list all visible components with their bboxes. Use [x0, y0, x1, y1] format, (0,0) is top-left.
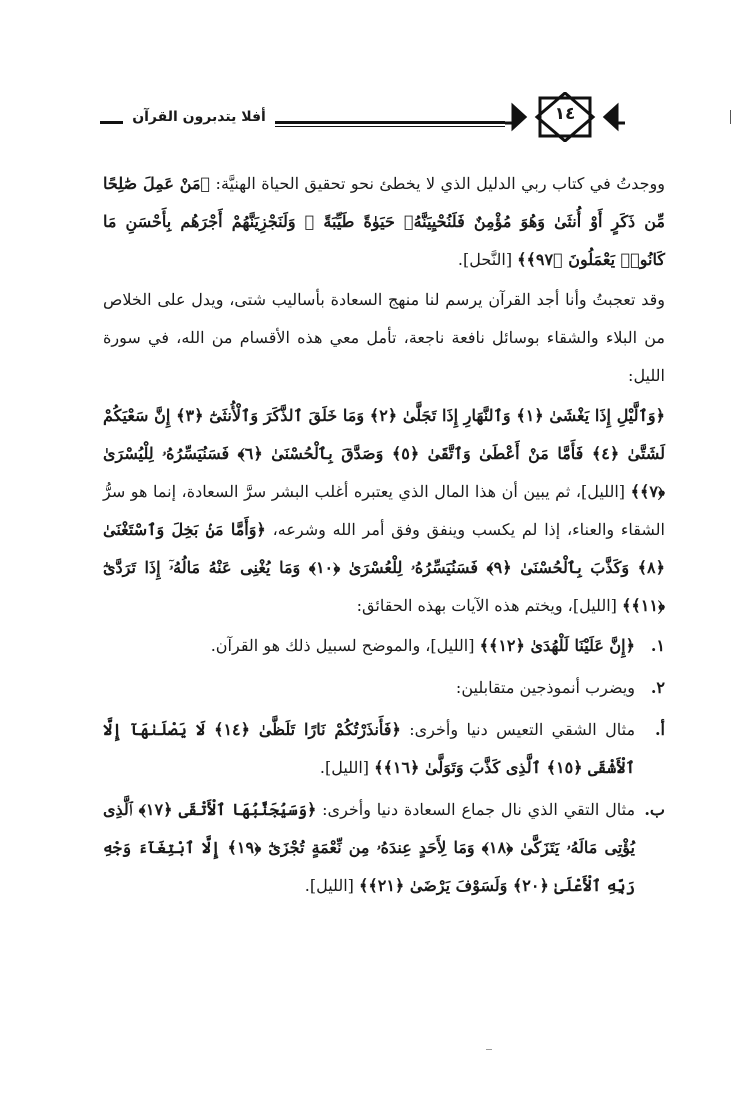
list-marker: ١. — [650, 636, 665, 655]
header-rule-middle — [275, 121, 505, 124]
book-title: أفلا يتدبرون القرآن — [132, 109, 266, 125]
quran-verse: ﴿مَنْ عَمِلَ صَٰلِحًا مِّن ذَكَرٍ أَوْ أُنثَىٰ وَهُوَ مُؤْمِنٌ فَلَنُحْيِيَنَّهُۥ حَيَوٰةً طَيِّبَةً ۖ وَلَنَجْزِيَنَّهُمْ أَجْرَهُم بِأَحْسَنِ مَا كَانُوا۟ يَعْمَلُونَ ﴿٩٧﴾﴾ — [103, 174, 665, 269]
list-text: [الليل]. — [319, 758, 375, 777]
paragraph-text: [الليل]، ثم يبين أن هذا المال الذي يعتبره أغلب البشر سرَّ السعادة، إنما هو سرُّ الشقاء والعناء، إذا لم يكسب وينفق وفق أمر الله وشرعه، — [103, 482, 665, 539]
quran-verse: ﴿وَسَيُجَنَّبُهَا ٱلْأَتْقَى ﴿١٧﴾ ٱلَّذِى يُؤْتِى مَالَهُۥ يَتَزَكَّىٰ ﴿١٨﴾ وَمَا لِأَحَدٍ عِندَهُۥ مِن نِّعْمَةٍ تُجْزَىٰٓ ﴿١٩﴾ إِلَّا ٱبْتِغَآءَ وَجْهِ رَبِّهِ ٱلْأَعْلَىٰ ﴿٢٠﴾ وَلَسَوْفَ يَرْضَىٰ ﴿٢١﴾﴾ — [103, 800, 635, 895]
page-number: ١٤ — [554, 104, 576, 124]
list-marker: ٢. — [650, 678, 665, 697]
page-header — [100, 92, 665, 142]
scan-mark — [486, 1045, 492, 1050]
list-text: مثال التقي الذي نال جماع السعادة دنيا وأخرى: — [316, 800, 636, 819]
page-body — [103, 165, 665, 909]
list-text: مثال الشقي التعيس دنيا وأخرى: — [400, 720, 636, 739]
paragraph-1 — [103, 165, 665, 279]
facts-list — [103, 627, 665, 905]
list-text: [الليل]. — [304, 876, 359, 895]
list-text: ويضرب أنموذجين متقابلين: — [455, 678, 635, 697]
list-item — [103, 669, 665, 707]
scan-mark — [730, 110, 731, 124]
list-item — [103, 711, 665, 787]
list-item — [103, 627, 665, 665]
list-marker: أ. — [654, 720, 665, 739]
surah-reference: [النَّحل]. — [457, 250, 518, 269]
quran-verse: ﴿وَٱلَّيْلِ إِذَا يَغْشَىٰ ﴿١﴾ وَٱلنَّهَارِ إِذَا تَجَلَّىٰ ﴿٢﴾ وَمَا خَلَقَ ٱلذَّكَرَ وَٱلْأُنثَىٰٓ ﴿٣﴾ إِنَّ سَعْيَكُمْ لَشَتَّىٰ ﴿٤﴾ فَأَمَّا مَنْ أَعْطَىٰ وَٱتَّقَىٰ ﴿٥﴾ وَصَدَّقَ بِٱلْحُسْنَىٰ ﴿٦﴾ فَسَنُيَسِّرُهُۥ لِلْيُسْرَىٰ ﴿٧﴾﴾ — [103, 406, 665, 501]
quran-verse: ﴿فَأَنذَرْتُكُمْ نَارًا تَلَظَّىٰ ﴿١٤﴾ لَا يَصْلَىٰهَآ إِلَّا ٱلْأَشْقَى ﴿١٥﴾ ٱلَّذِى كَذَّبَ وَتَوَلَّىٰ ﴿١٦﴾﴾ — [103, 720, 635, 777]
paragraph-3 — [103, 397, 665, 625]
paragraph-text: ووجدتُ في كتاب ربي الدليل الذي لا يخطئ نحو تحقيق الحياة الهنيَّة: — [210, 174, 665, 193]
quran-verse: ﴿إِنَّ عَلَيْنَا لَلْهُدَىٰ ﴿١٢﴾﴾ — [479, 636, 635, 655]
header-rule-middle-thin — [275, 126, 505, 127]
paragraph-2: وقد تعجبتُ وأنا أجد القرآن يرسم لنا منهج السعادة بأساليب شتى، ويدل على الخلاص من البلاء والشقاء بوسائل نافعة ناجعة، تأمل معي هذه الأقسام من الله، في سورة الليل: — [103, 290, 665, 385]
paragraph-text: [الليل]، ويختم هذه الآيات بهذه الحقائق: — [356, 596, 622, 615]
list-text: [الليل]، والموضح لسبيل ذلك هو القرآن. — [210, 636, 480, 655]
list-marker: ب. — [644, 800, 665, 819]
header-rule-left — [100, 121, 123, 124]
list-item — [103, 791, 665, 905]
quran-verse: ﴿وَأَمَّا مَنۢ بَخِلَ وَٱسْتَغْنَىٰ ﴿٨﴾ وَكَذَّبَ بِٱلْحُسْنَىٰ ﴿٩﴾ فَسَنُيَسِّرُهُۥ لِلْعُسْرَىٰ ﴿١٠﴾ وَمَا يُغْنِى عَنْهُ مَالُهُۥٓ إِذَا تَرَدَّىٰٓ ﴿١١﴾﴾ — [103, 520, 666, 615]
